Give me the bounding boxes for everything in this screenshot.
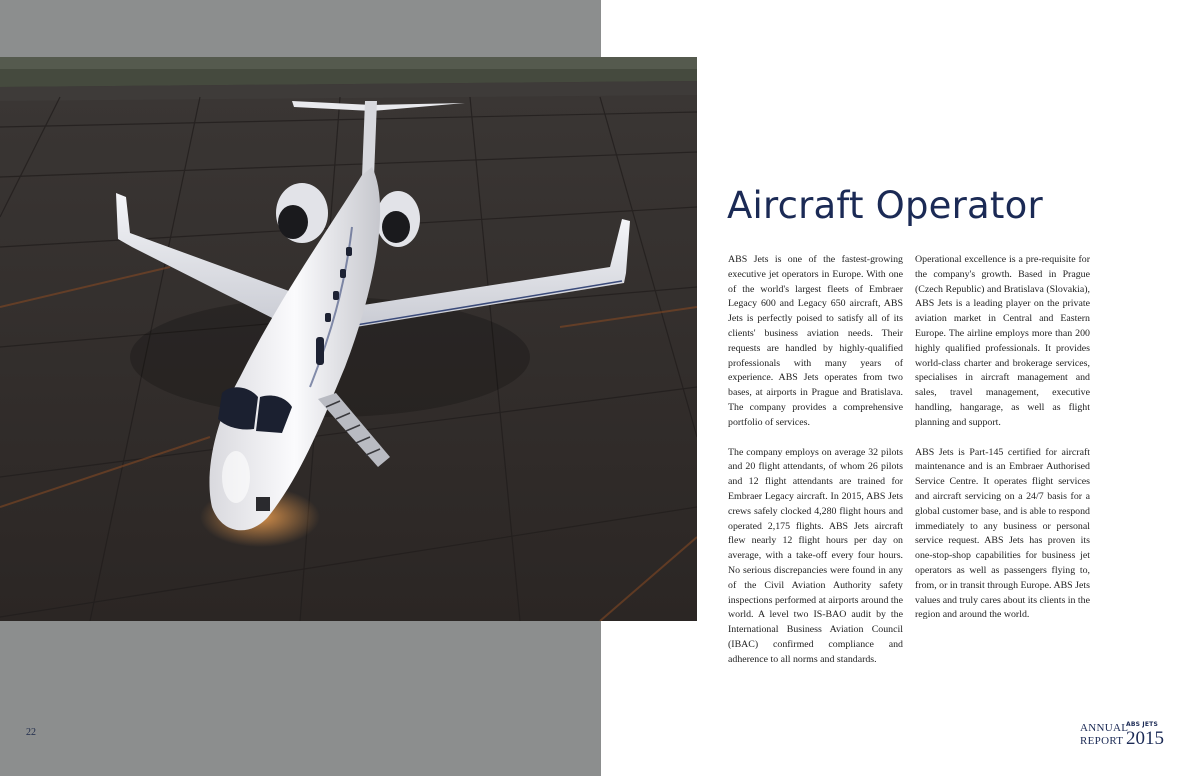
left-paragraph-2: The company employs on average 32 pilots and 20 flight attendants, of whom 26 pilots and 12 flight attendants are trained for Embraer Legacy aircraft. In 2015, ABS Jets crews safely clocked 4,280 flight hours and operated 2,175 flights. ABS Jets aircraft flew nearly 12 flight hours per day on average, with a take-off every four hours. No serious discrepancies were found in any of the Civil Aviation Authority safety inspections performed at airports around the world. A level two IS-BAO audit by the International Business Aviation Council (IBAC) confirmed compliance and adherence to all norms and standards. <box>728 446 903 665</box>
business-jet-photo <box>0 57 697 621</box>
left-paragraph-1: ABS Jets is one of the fastest-growing executive jet operators in Europe. With one of the world's largest fleets of Embraer Legacy 600 and Legacy 650 aircraft, ABS Jets is perfectly poised to satisfy all of its clients' business aviation needs. Their requests are handled by highly-qualified professionals with many years of experience. ABS Jets operates from two bases, at airports in Prague and Bratislava. The company provides a comprehensive portfolio of services. <box>728 254 903 428</box>
right-text-column <box>915 253 1090 638</box>
abs-jets-logo-icon: ABS JETS <box>1126 721 1158 728</box>
article-title: Aircraft Operator <box>727 184 1043 227</box>
report-label: REPORT <box>1080 735 1124 747</box>
jet-illustration <box>0 57 697 621</box>
left-text-column <box>728 253 903 683</box>
annual-label: ANNUAL <box>1080 722 1129 734</box>
right-paragraph-2: ABS Jets is Part-145 certified for aircraft maintenance and is an Embraer Authorised Service Centre. It operates flight services and aircraft servicing on a 24/7 basis for a global customer base, and is able to respond immediately to any business or personal service request. ABS Jets has proven its one-stop-shop capabilities for business jet operators as well as passengers flying to, from, or in transit through Europe. ABS Jets values and truly cares about its clients in the region and around the world. <box>915 446 1090 621</box>
report-year: 2015 <box>1126 728 1164 749</box>
page-number: 22 <box>26 727 36 738</box>
right-paragraph-1: Operational excellence is a pre-requisite for the company's growth. Based in Prague (Czech Republic) and Bratislava (Slovakia), ABS Jets is a leading player on the private aviation market in Central and Eastern Europe. The airline employs more than 200 highly qualified professionals. It provides world-class charter and brokerage services, specialises in aircraft management and sales, travel management, executive handling, hangarage, as well as flight planning and support. <box>915 254 1090 428</box>
annual-report-logo <box>1078 720 1178 750</box>
